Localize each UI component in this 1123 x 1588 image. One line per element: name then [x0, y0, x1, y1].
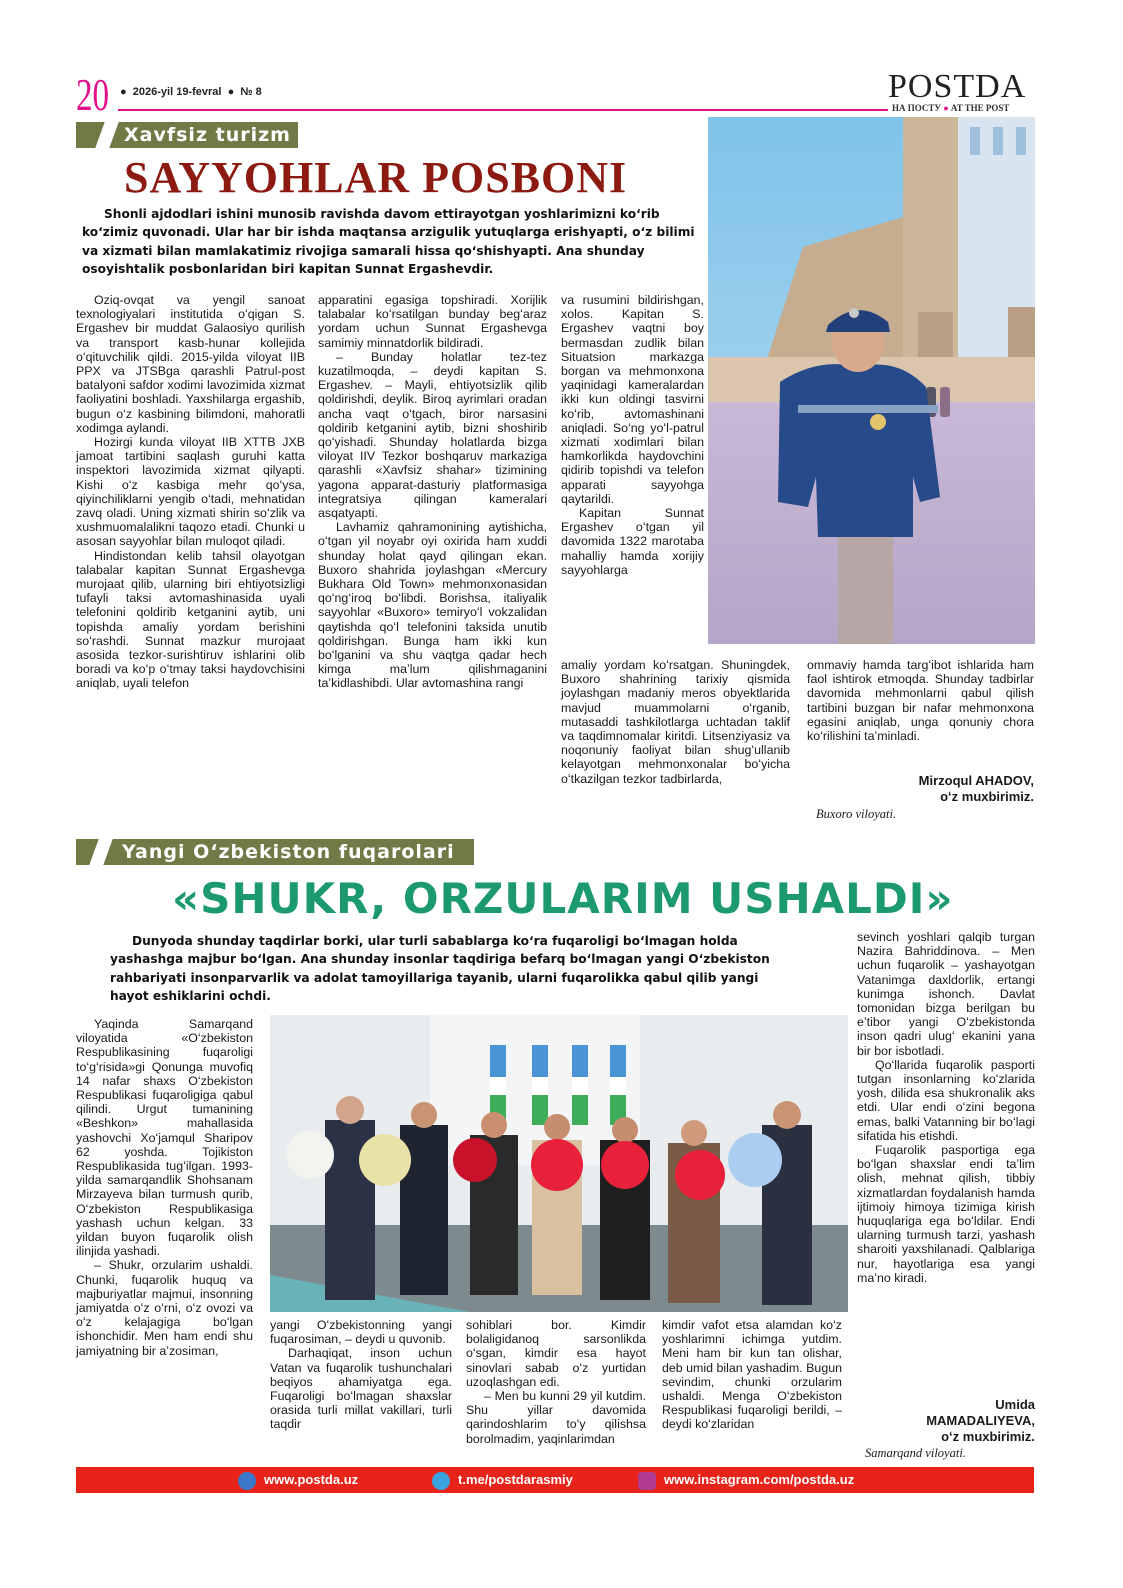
globe-icon: [238, 1472, 256, 1490]
author-role: oʻz muxbirimiz.: [940, 789, 1034, 804]
officer-photo-illustration: [708, 117, 1035, 644]
logo-sub-ru: НА ПОСТУ: [892, 103, 941, 113]
logo-subtitle: [892, 103, 1009, 113]
footer-bar: [76, 1467, 1034, 1493]
article2-lead: Dunyoda shunday taqdirlar borki, ular turli sabablarga koʻra fuqaroligi boʻlmagan holda yashashga majbur boʻlgan. Ana shunday insonlar taqdiriga befarq boʻlmagan yangi Oʻzbekiston rahbariyati insonparvarlik va adolat tamoyillariga tayanib, ularni fuqarolikka qabul qilib yangi hayot eshiklarini ochdi.: [110, 934, 770, 1004]
bullet-icon: ●: [227, 86, 235, 98]
article1-author: [807, 773, 1034, 805]
instagram-icon: [638, 1472, 656, 1490]
article1-column-2: apparatini egasiga topshiradi. Xorijlik talabalar koʻrsatilgan bunday begʻaraz yordam uchun Sunnat Ergashevga samimiy minnatdorlik bildiradi. – Bunday holatlar tez-tez kuzatilmoqda, – deydi kapitan S. Ergashev. – Mayli, ehtiyotsizlik qilib qoldirishdi, deylik. Biroq ayrimlari oradan ancha vaqt oʻtgach, biror narsasini qoldirib ketganini aytib, bizni shoshirib qoʻyishadi. Shunday holatlarda bizga viloyat IIV Tezkor boshqaruv markaziga qarashli «Xavfsiz shahar» tizimining yagona apparat-dasturiy platformasiga integratsiya qilingan kameralari asqatyapti. Lavhamiz qahramonining aytishicha, oʻtgan yil noyabr oyi oxirida ham xuddi shunday holat qayd qilingan ekan. Buxoro shahrida joylashgan «Mercury Bukhara Old Town» mehmonxonasidan qoʻngʻiroq boʻlibdi. Borishsa, italiyalik sayyohlar «Buxoro» temiryoʻl vokzalidan qaytishda qoʻl telefonini taksida unutib qoldirishgan. Bunga ham ikki kun boʻlganini va shu vaqtga qadar hech kimga maʼlum qilishmaganini taʼkidlashibdi. Ular avtomashina rangi: [318, 293, 547, 691]
page-number: 20: [76, 69, 110, 120]
group-photo-illustration: [270, 1015, 848, 1312]
logo-sub-en: AT THE POST: [950, 103, 1010, 113]
rubric-xavfsiz-turizm: [76, 122, 298, 148]
article1-column-3-bottom: amaliy yordam koʻrsatgan. Shuningdek, Buxoro shahrining tarixiy qismida joylashgan madaniy meros obyektlarida mavjud muammolarni oʻrganib, mutasaddi tashkilotlarga uchtadan taklif va taqdimnomalar kiritdi. Litsenziyasiz va noqonuniy faoliyat bilan shugʻullanib kelayotgan mehmonxonalar boʻyicha oʻtkazilgan tezkor tadbirlarda,: [561, 658, 790, 786]
header-rule: [118, 109, 888, 111]
article1-lead: Shonli ajdodlari ishini munosib ravishda davom ettirayotgan yoshlarimizni koʻrib koʻzimiz quvonadi. Ular har bir ishda maqtansa arzigulik yutuqlarga erishyapti, oʻz bilimi va xizmati bilan mamlakatimiz rivojiga samarali hissa qoʻshishyapti. Ana shunday osoyishtalik posbonlaridan biri kapitan Sunnat Ergashevdir.: [82, 207, 695, 277]
article1-place: Buxoro viloyati.: [816, 807, 897, 821]
article2-author: [857, 1397, 1035, 1445]
issue-number: № 8: [240, 86, 262, 98]
article2-column-2: yangi Oʻzbekistonning yangi fuqarosiman, – deydi u quvonib. Darhaqiqat, inson uchun Vatan va fuqarolik tushunchalari beqiyos ahamiyatga ega. Fuqaroligi boʻlmagan shaxslar orasida turli millat vakillari, turli taqdir: [270, 1318, 452, 1432]
photo-police-officer: [708, 117, 1035, 644]
author-last-name: MAMADALIYEVA,: [926, 1413, 1035, 1428]
telegram-icon: [432, 1472, 450, 1490]
photo-new-citizens: [270, 1015, 848, 1312]
rubric-slash: [89, 839, 112, 865]
bullet-icon: ●: [120, 86, 127, 98]
rubric-label: Xavfsiz turizm: [124, 124, 291, 146]
dot-icon: ●: [943, 103, 949, 113]
article2-place: Samarqand viloyati.: [865, 1446, 966, 1460]
article2-column-3: sohiblari bor. Kimdir bolaligidanoq sarsonlikda oʻsgan, kimdir esa hayot sinovlari sabab oʻz yurtidan uzoqlashgan edi. – Men bu kunni 29 yil kutdim. Shu yillar davomida qarindoshlarim toʻy qilishsa borolmadim, yaqinlarimdan: [466, 1318, 646, 1446]
author-role: oʻz muxbirimiz.: [941, 1429, 1035, 1444]
article1-column-3: va rusumini bildirishgan, xolos. Kapitan S. Ergashev vaqtni boy bermasdan zudlik bilan Situatsion markazga borgan va mehmonxona yaqinidagi kameralardan ikki kun oldingi tasvirni koʻrib, avtomashinani aniqladi. Soʻng yoʻl-patrul xizmati xodimlari bilan hamkorlikda haydovchini qidirib topishdi va telefon apparati sayyohga qaytarildi. Kapitan Sunnat Ergashev oʻtgan yil davomida 1322 marotaba mahalliy hamda xorijiy sayyohlarga: [561, 293, 704, 577]
author-first-name: Umida: [995, 1397, 1035, 1412]
article2-column-5: sevinch yoshlari qalqib turgan Nazira Bahriddinova. – Men uchun fuqarolik – yashayotgan Vatanimga daxldorlik, ertangi kunimga ishonch. Davlat tomonidan bizga berilgan bu eʼtibor yangi Oʻzbekistonda inson qadri ulugʻ ekanini yana bir bor isbotladi. Qoʻllarida fuqarolik pasporti tutgan insonlarning koʻzlarida yosh, dilida esa shukronalik aks etdi. Ular endi oʻzini begona emas, balki Vatanning bir boʻlagi sifatida his etishdi. Fuqarolik pasportiga ega boʻlgan shaxslar endi taʼlim olish, mehnat qilish, tibbiy xizmatlardan foydalanish hamda ijtimoiy himoya tizimiga kirish huquqlariga ega boʻldilar. Endi ularning turmush tarzi, yashash sharoiti yaxshilanadi. Qalblariga nur, hayotlariga esa yangi maʼno kiradi.: [857, 930, 1035, 1285]
newspaper-logo: POSTDA: [888, 68, 1027, 105]
rubric-yangi-ozbekiston: [76, 839, 474, 865]
article2-column-4: kimdir vafot etsa alamdan koʻz yoshlarimni ichimga yutdim. Meni ham bir kun tan olishar, deb umid bilan yashadim. Bugun sevindim, chunki orzularim ushaldi. Menga Oʻzbekiston Respublikasi fuqaroligi berildi, – deydi koʻzlaridan: [662, 1318, 842, 1432]
article1-column-4: ommaviy hamda targʻibot ishlarida ham faol ishtirok etmoqda. Shunday tadbirlar davomida mehmonlarni qabul qilish tartibini buzgan bir nafar mehmonxona egasini aniqlab, unga qonuniy chora koʻrilishini taʼminladi.: [807, 658, 1034, 744]
rubric-label: Yangi Oʻzbekiston fuqarolari: [122, 841, 455, 863]
rubric-slash: [95, 122, 118, 148]
footer-instagram-link[interactable]: www.instagram.com/postda.uz: [638, 1471, 854, 1490]
footer-website-link[interactable]: www.postda.uz: [238, 1471, 358, 1490]
article1-column-1: Oziq-ovqat va yengil sanoat texnologiyalari institutida oʻqigan S. Ergashev bir muddat Galaosiyo qurilish va transport kasb-hunar kollejida oʻqituvchilik qildi. 2015-yilda viloyat IIB PPX va JTSBga qarashli Patrul-post batalyoni safdor xodimi lavozimida xizmat faoliyatini boshladi. Yaxshilarga ergashib, bugun oʻz kasbining bilimdoni, mahoratli xodimga aylandi. Hozirgi kunda viloyat IIB XTTB JXB jamoat tartibini saqlash guruhi katta inspektori lavozimida xizmat qilyapti. Kishi oʻz kasbiga mehr qoʻysa, qiyinchiliklarni yengib oʻtadi, mehnatidan zavq oladi. Uning xizmati shirin soʻzlik va xushmuomalalikni taqozo etadi. Chunki u asosan sayyohlar bilan muloqot qiladi. Hindistondan kelib tahsil olayotgan talabalar kapitan Sunnat Ergashevga murojaat qilib, ularning biri ehtiyotsizligi tufayli taksi avtomashinasida uyali telefonini qoldirib ketganini aytib, uni topishda amaliy yordam berishini soʻrashdi. Sunnat mazkur murojaat asosida tezkor-surishtiruv ishlarini olib boradi va koʻp oʻtmay taksi haydovchisini aniqlab, uyali telefon: [76, 293, 305, 691]
article2-title: «SHUKR, ORZULARIM USHALDI»: [172, 874, 954, 923]
article2-column-1: Yaqinda Samarqand viloyatida «Oʻzbekiston Respublikasining fuqaroligi toʻgʻrisida»gi Qonunga muvofiq 14 nafar shaxs Oʻzbekiston Respublikasi fuqaroligiga qabul qilindi. Urgut tumanining «Beshkon» mahallasida yashovchi Xoʻjamqul Sharipov 62 yoshda. Tojikiston Respublikasida tugʻilgan. 1993-yilda samarqandlik Shohsanam Mirzayeva bilan turmush qurib, Oʻzbekiston Respublikasiga yashash uchun kelgan. 33 yildan buyon fuqarolik olish ilinjida yashadi. – Shukr, orzularim ushaldi. Chunki, fuqarolik huquq va majburiyatlar majmui, insonning jamiyatda oʻz oʻrni, oʻz ovozi va oʻz kelajagiga boʻlgan ishonchidir. Men ham endi shu jamiyatning bir aʼzosiman,: [76, 1017, 253, 1358]
dateline: [120, 86, 262, 98]
footer-telegram-link[interactable]: t.me/postdarasmiy: [432, 1471, 573, 1490]
issue-date: 2026-yil 19-fevral: [132, 86, 222, 98]
article1-title: SAYYOHLAR POSBONI: [124, 153, 628, 202]
author-name: Mirzoqul AHADOV,: [918, 773, 1034, 788]
